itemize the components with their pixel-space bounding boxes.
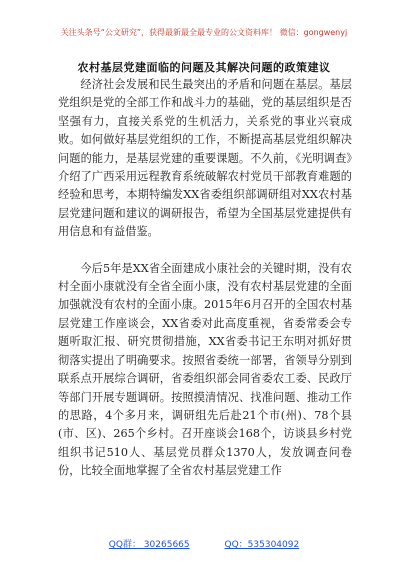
document-title: 农村基层党建面临的问题及其解决问题的政策建议: [77, 61, 331, 74]
header-banner: 关注头条号“公文研究”，获得最新最全最专业的公文资料库！ 微信：gongwenyj: [60, 28, 348, 37]
paragraph-2: 今后5年是XX省全面建成小康社会的关键时期，没有农村全面小康就没有全省全面小康，没有农村基层党建的全面加强就没有农村的全面小康。2015年6月召开的全国农村基层党建工作座谈会，XX省委对此高度重视，省委常委会专题听取汇报、研究贯彻措施，XX省委书记王东明对抓好贯彻落实提出了明确要求。按照省委统一部署，省领导分别到联系点开展综合调研，省委组织部会同省委农工委、民政厅等部门开展专题调研。按照摸清情况、找准问题、推动工作的思路，4个多月来，调研组先后赴21个市(州)、78个县(市、区)、265个乡村。召开座谈会168个，访谈县乡村党组织书记510人、基层党员群众1370人，发放调查问卷份，比较全面地掌握了全省农村基层党建工作: [58, 261, 352, 478]
document-body: [58, 76, 352, 481]
qq-contact-link[interactable]: QQ：535304092: [224, 540, 300, 550]
footer-contact: [0, 537, 408, 550]
qq-group-link[interactable]: QQ群： 30265665: [108, 540, 190, 550]
paragraph-1: 经济社会发展和民生最突出的矛盾和问题在基层。基层党组织是党的全部工作和战斗力的基础，党的基层组织是否坚强有力，直接关系党的生机活力，关系党的事业兴衰成败。如何做好基层党组织的工作，不断提高基层党组织解决问题的能力，是基层党建的重要课题。不久前，《光明调查》介绍了广西采用远程教育系统破解农村党员干部教育难题的经验和思考，本期特编发XX省委组织部调研组对XX农村基层党建问题和建议的调研报告，希望为全国基层党建提供有用信息和有益借鉴。: [58, 78, 352, 239]
